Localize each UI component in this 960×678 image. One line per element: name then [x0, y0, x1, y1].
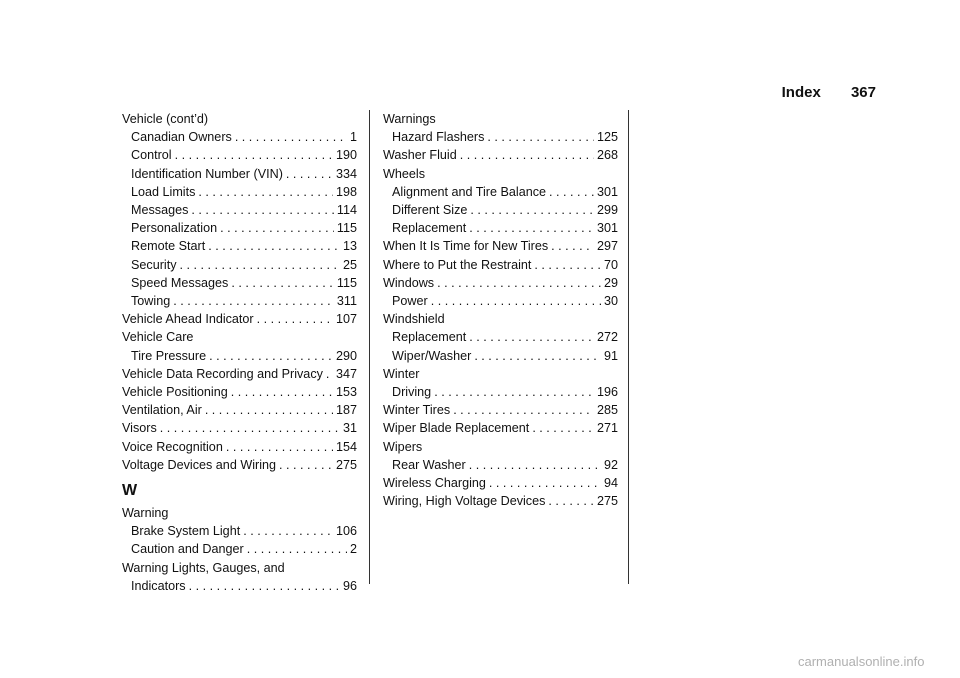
entry-label: Driving [392, 385, 432, 400]
entry-label: Windshield [383, 312, 445, 327]
index-subentry [122, 183, 357, 201]
index-entry [122, 438, 357, 456]
index-entry [122, 419, 357, 437]
entry-label: Vehicle Data Recording and Privacy [122, 366, 323, 381]
dot-leader [175, 146, 333, 164]
dot-leader [460, 146, 594, 164]
entry-label: Ventilation, Air [122, 403, 202, 418]
page-reference: 29 [603, 275, 618, 290]
dot-leader [226, 438, 333, 456]
page-reference: 106 [335, 524, 357, 539]
dot-leader [469, 328, 594, 346]
index-subentry [122, 274, 357, 292]
dot-leader [231, 383, 333, 401]
dot-leader [437, 274, 601, 292]
entry-label: Wireless Charging [383, 476, 486, 491]
page-reference: 107 [335, 312, 357, 327]
entry-label: Security [131, 257, 177, 272]
dot-leader [205, 401, 333, 419]
index-subentry [122, 292, 357, 310]
index-subentry [122, 165, 357, 183]
page-reference: 196 [596, 385, 618, 400]
entry-label: Visors [122, 421, 157, 436]
page-reference: 115 [336, 275, 357, 290]
page-reference: 334 [335, 166, 357, 181]
index-subentry [122, 347, 357, 365]
entry-label: Wiper/Washer [392, 348, 472, 363]
index-subentry [122, 540, 357, 558]
entry-label: Personalization [131, 221, 218, 236]
index-subentry [122, 128, 357, 146]
index-subentry [122, 146, 357, 164]
page-reference: 311 [336, 294, 357, 309]
section-title: Index [781, 84, 821, 101]
page-reference: 297 [596, 239, 618, 254]
index-heading [122, 559, 357, 577]
page-reference: 31 [342, 421, 357, 436]
page-reference: 299 [596, 203, 618, 218]
dot-leader [198, 183, 333, 201]
page-reference: 154 [335, 439, 357, 454]
index-subentry [122, 577, 357, 595]
index-entry [383, 401, 618, 419]
dot-leader [487, 128, 594, 146]
dot-leader [534, 256, 601, 274]
entry-label: Tire Pressure [131, 348, 207, 363]
entry-label: Where to Put the Restraint [383, 257, 532, 272]
index-heading [122, 110, 357, 128]
index-heading [383, 365, 618, 383]
index-subentry [383, 383, 618, 401]
page-reference: 301 [596, 184, 618, 199]
index-entry [383, 419, 618, 437]
page-reference: 290 [335, 348, 357, 363]
entry-label: Winter [383, 366, 420, 381]
dot-leader [469, 456, 601, 474]
entry-label: Vehicle (cont’d) [122, 112, 209, 126]
page-reference: 13 [342, 239, 357, 254]
index-entry [122, 401, 357, 419]
index-subentry [122, 201, 357, 219]
index-subentry [122, 256, 357, 274]
page-reference: 268 [596, 148, 618, 163]
dot-leader [286, 165, 333, 183]
page-reference: 301 [596, 221, 618, 236]
index-heading [122, 504, 357, 522]
index-entry [122, 365, 357, 383]
page-reference: 96 [342, 578, 357, 593]
page-reference: 275 [596, 494, 618, 509]
page-reference: 198 [335, 184, 357, 199]
dot-leader [474, 347, 601, 365]
entry-label: Remote Start [131, 239, 206, 254]
entry-label: Vehicle Ahead Indicator [122, 312, 254, 327]
index-entry [122, 456, 357, 474]
page-reference: 190 [335, 148, 357, 163]
index-subentry [383, 183, 618, 201]
index-subentry [383, 347, 618, 365]
dot-leader [209, 347, 333, 365]
page-reference: 275 [335, 457, 357, 472]
section-letter: W [122, 482, 138, 500]
dot-leader [549, 183, 594, 201]
entry-label: Hazard Flashers [392, 130, 485, 145]
entry-label: Indicators [131, 578, 186, 593]
entry-label: Rear Washer [392, 457, 466, 472]
dot-leader [173, 292, 334, 310]
entry-label: Voice Recognition [122, 439, 223, 454]
index-column-1 [122, 110, 357, 595]
entry-label: Vehicle Positioning [122, 385, 228, 400]
dot-leader [434, 383, 594, 401]
dot-leader [243, 522, 333, 540]
entry-label: Brake System Light [131, 524, 241, 539]
index-subentry [122, 237, 357, 255]
entry-label: Towing [131, 294, 171, 309]
index-entry [383, 256, 618, 274]
page-reference: 347 [335, 366, 357, 381]
dot-leader [191, 201, 334, 219]
index-entry [383, 474, 618, 492]
column-divider [369, 110, 370, 584]
page-reference: 153 [335, 385, 357, 400]
index-subentry [383, 292, 618, 310]
entry-label: Alignment and Tire Balance [392, 184, 547, 199]
index-heading [383, 165, 618, 183]
dot-leader [469, 219, 594, 237]
index-entry [383, 146, 618, 164]
entry-label: Vehicle Care [122, 330, 194, 345]
entry-label: Canadian Owners [131, 130, 232, 145]
entry-label: When It Is Time for New Tires [383, 239, 549, 254]
dot-leader [160, 419, 340, 437]
dot-leader [532, 419, 594, 437]
dot-leader [220, 219, 334, 237]
page-reference: 2 [349, 542, 357, 557]
dot-leader [326, 365, 333, 383]
entry-label: Warning [122, 506, 169, 521]
dot-leader [453, 401, 594, 419]
page-reference: 94 [603, 476, 618, 491]
index-subentry [383, 456, 618, 474]
page-reference: 25 [342, 257, 357, 272]
dot-leader [247, 540, 347, 558]
page-reference: 285 [596, 403, 618, 418]
page-reference: 92 [603, 457, 618, 472]
page-number: 367 [850, 84, 876, 101]
dot-leader [208, 237, 340, 255]
entry-label: Messages [131, 203, 189, 218]
dot-leader [180, 256, 340, 274]
entry-label: Power [392, 294, 428, 309]
entry-label: Wipers [383, 439, 423, 454]
entry-label: Caution and Danger [131, 542, 244, 557]
index-subentry [383, 219, 618, 237]
entry-label: Wheels [383, 166, 425, 181]
index-subentry [383, 201, 618, 219]
entry-label: Identification Number (VIN) [131, 166, 283, 181]
index-heading [383, 110, 618, 128]
entry-label: Wiper Blade Replacement [383, 421, 530, 436]
page-reference: 271 [596, 421, 618, 436]
page-reference: 125 [596, 130, 618, 145]
entry-label: Warning Lights, Gauges, and [122, 560, 285, 575]
entry-label: Windows [383, 275, 435, 290]
index-entry [383, 274, 618, 292]
page-reference: 115 [336, 221, 357, 236]
index-heading [383, 438, 618, 456]
entry-label: Load Limits [131, 184, 196, 199]
entry-label: Warnings [383, 112, 436, 126]
dot-leader [548, 492, 594, 510]
index-subentry [383, 328, 618, 346]
column-divider [628, 110, 629, 584]
index-subentry [383, 128, 618, 146]
index-heading [383, 310, 618, 328]
index-subentry [122, 522, 357, 540]
entry-label: Replacement [392, 330, 467, 345]
dot-leader [431, 292, 601, 310]
index-subentry [122, 219, 357, 237]
dot-leader [257, 310, 333, 328]
page-reference: 272 [596, 330, 618, 345]
page-header [782, 84, 876, 101]
index-entry [383, 492, 618, 510]
entry-label: Winter Tires [383, 403, 451, 418]
entry-label: Voltage Devices and Wiring [122, 457, 277, 472]
index-column-2 [383, 110, 618, 510]
page-reference: 1 [349, 130, 357, 145]
entry-label: Wiring, High Voltage Devices [383, 494, 546, 509]
dot-leader [489, 474, 601, 492]
entry-label: Replacement [392, 221, 467, 236]
entry-label: Washer Fluid [383, 148, 457, 163]
entry-label: Speed Messages [131, 275, 229, 290]
watermark: carmanualsonline.info [798, 654, 925, 669]
index-entry [383, 237, 618, 255]
dot-leader [279, 456, 333, 474]
dot-leader [235, 128, 347, 146]
entry-label: Different Size [392, 203, 468, 218]
index-heading [122, 328, 357, 346]
dot-leader [470, 201, 594, 219]
dot-leader [189, 577, 340, 595]
dot-leader [551, 237, 594, 255]
page-reference: 30 [603, 294, 618, 309]
page-reference: 187 [335, 403, 357, 418]
page-reference: 91 [603, 348, 618, 363]
index-entry [122, 383, 357, 401]
dot-leader [231, 274, 334, 292]
entry-label: Control [131, 148, 172, 163]
page-reference: 70 [603, 257, 618, 272]
page-reference: 114 [336, 203, 357, 218]
index-entry [122, 310, 357, 328]
